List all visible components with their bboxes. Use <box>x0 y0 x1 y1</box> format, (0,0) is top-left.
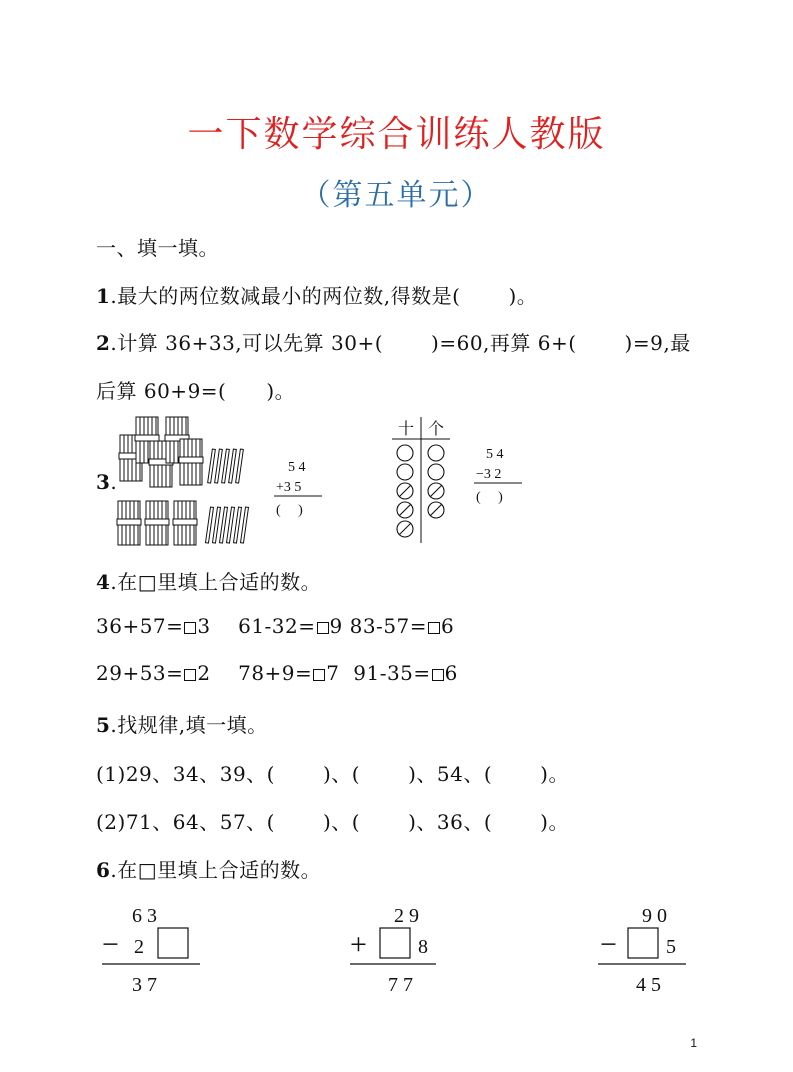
sequence-text: )、54、( <box>408 762 493 786</box>
question-2 <box>96 327 691 356</box>
calc-top: 2 9 <box>394 905 419 927</box>
equation-left: 78+9= <box>238 661 313 685</box>
question-number: 5 <box>96 713 111 737</box>
sequence-text: (1)29、34、39、( <box>96 762 275 786</box>
section-heading: 一、填一填。 <box>96 236 219 260</box>
sequence-text: )、36、( <box>408 810 493 834</box>
answer-box[interactable] <box>184 622 196 634</box>
calc-operand: −3 2 <box>476 467 502 482</box>
calc-top: 5 4 <box>288 460 306 475</box>
table-header-ones: 个 <box>428 421 445 438</box>
calc-answer: 3 7 <box>132 974 157 996</box>
equation-right: 7 <box>326 661 340 685</box>
calc-operator: − <box>102 928 119 961</box>
question-number: 1 <box>96 284 111 308</box>
page-subtitle: （第五单元） <box>300 178 493 213</box>
question-4 <box>96 566 321 595</box>
calc-top: 5 4 <box>486 447 504 462</box>
question-6-figure <box>96 896 706 1006</box>
equation-left: 91-35= <box>353 661 431 685</box>
question-2-cont <box>96 375 295 404</box>
answer-box[interactable] <box>184 669 196 681</box>
question-text: .在□里填上合适的数。 <box>110 570 322 594</box>
answer-box[interactable] <box>432 669 444 681</box>
question-5 <box>96 709 268 738</box>
question-number: 6 <box>96 858 111 882</box>
table-header-tens: 十 <box>398 421 415 438</box>
question-number: 3 <box>96 470 111 494</box>
calc-digit: 8 <box>418 936 428 958</box>
equation-left: 29+53= <box>96 661 184 685</box>
equation-left: 83-57= <box>349 614 428 638</box>
question-dot: . <box>110 470 118 494</box>
equation-left: 36+57= <box>96 614 184 638</box>
calc-top: 9 0 <box>642 905 667 927</box>
calc-operand: +3 5 <box>276 480 302 495</box>
calc-operator: − <box>600 928 617 961</box>
sequence-text: )、( <box>322 762 361 786</box>
question-text: 后算 60+9=( <box>96 379 227 403</box>
calc-answer[interactable]: ( ) <box>276 503 303 518</box>
question-text: )。 <box>266 379 296 403</box>
page-number: 1 <box>690 1036 697 1050</box>
question-number: 2 <box>96 331 111 355</box>
equation-right: 9 <box>329 614 343 638</box>
calc-answer: 7 7 <box>388 974 413 996</box>
question-5-part-1 <box>96 758 569 787</box>
sequence-text: )。 <box>540 762 569 786</box>
calc-answer: 4 5 <box>636 974 661 996</box>
equation-right: 6 <box>441 614 455 638</box>
sequence-text: )、( <box>322 810 361 834</box>
question-text: .找规律,填一填。 <box>110 713 268 737</box>
question-text: .在□里填上合适的数。 <box>110 858 322 882</box>
calc-digit: 5 <box>666 936 676 958</box>
vertical-calc-2 <box>350 905 436 996</box>
question-text: )=60,再算 6+( <box>431 331 577 355</box>
vertical-calc-1 <box>102 905 200 996</box>
vertical-calc-3 <box>598 905 686 996</box>
question-6 <box>96 854 321 883</box>
answer-box[interactable] <box>313 669 325 681</box>
equation-right: 3 <box>197 614 211 638</box>
sequence-text: )。 <box>540 810 569 834</box>
answer-box[interactable] <box>428 622 440 634</box>
question-4-row-2 <box>96 661 458 685</box>
calc-operator: + <box>350 928 367 961</box>
stick-bundle-icon <box>117 417 248 545</box>
answer-box[interactable] <box>380 928 410 958</box>
question-text: .最大的两位数减最小的两位数,得数是( <box>110 284 461 308</box>
answer-box[interactable] <box>158 928 188 958</box>
answer-box[interactable] <box>628 928 658 958</box>
calc-digit: 2 <box>134 936 144 958</box>
calc-answer[interactable]: ( ) <box>476 490 503 505</box>
question-text-end: )。 <box>508 284 538 308</box>
question-3-figure <box>110 405 530 555</box>
equation-right: 2 <box>197 661 211 685</box>
question-5-part-2 <box>96 806 569 835</box>
equation-right: 6 <box>444 661 458 685</box>
question-text: )=9,最 <box>624 331 691 355</box>
answer-box[interactable] <box>317 622 329 634</box>
question-text: .计算 36+33,可以先算 30+( <box>110 331 384 355</box>
calc-top: 6 3 <box>132 905 157 927</box>
sequence-text: (2)71、64、57、( <box>96 810 275 834</box>
question-number: 4 <box>96 570 111 594</box>
page-title: 一下数学综合训练人教版 <box>187 114 606 155</box>
question-4-row-1 <box>96 614 454 638</box>
equation-left: 61-32= <box>238 614 316 638</box>
question-1 <box>96 280 537 309</box>
